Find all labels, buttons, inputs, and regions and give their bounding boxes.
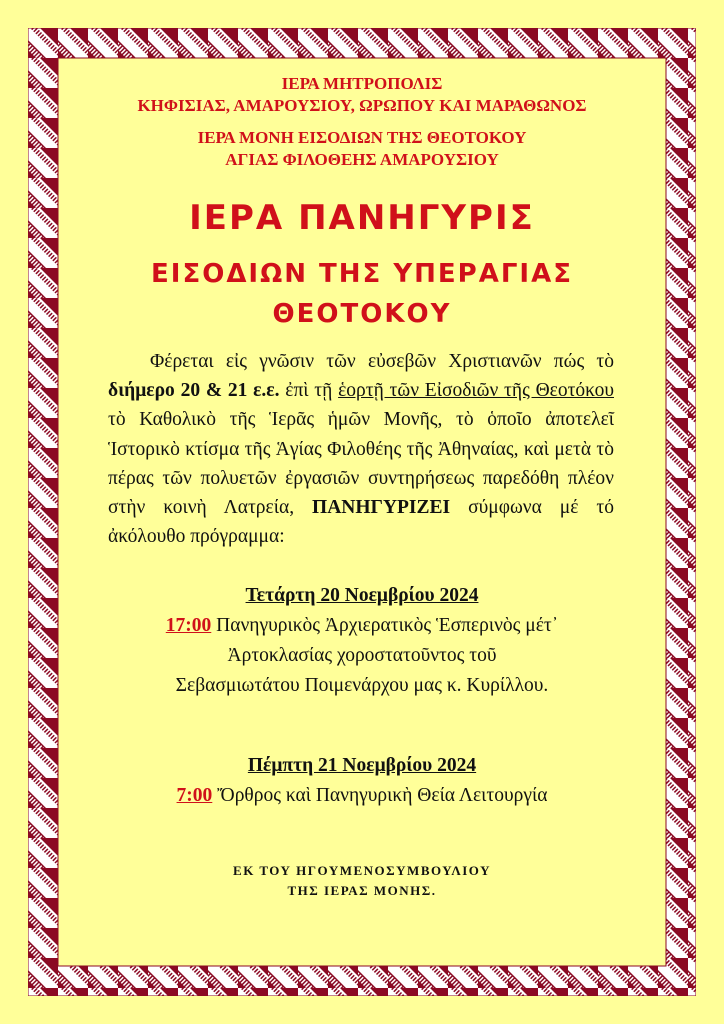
- subtitle-line-2: ΘΕΟΤΟΚΟΥ: [272, 299, 452, 329]
- text: Φέρεται εἰς γνῶσιν τῶν εὐσεβῶν Χριστιανῶν πώς τὸ: [150, 351, 614, 372]
- header-line-4: ΑΓΙΑΣ ΦΙΛΟΘΕΗΣ ΑΜΑΡΟΥΣΙΟΥ: [225, 150, 499, 169]
- subtitle-line-1: ΕΙΣΟΔΙΩΝ ΤΗΣ ΥΠΕΡΑΓΙΑΣ: [151, 259, 573, 289]
- dates-bold: διήμερο 20 & 21 ε.ε.: [108, 380, 280, 402]
- monastery-heading: [58, 127, 666, 171]
- schedule-day-1: [58, 581, 666, 701]
- day-2-time: 7:00: [176, 785, 213, 806]
- day-2-event: Ὄρθρος καὶ Πανηγυρικὴ Θεία Λειτουργία: [212, 785, 548, 806]
- footer-line-2: ΤΗΣ ΙΕΡΑΣ ΜΟΝΗΣ.: [287, 883, 437, 898]
- metropolis-heading: [58, 73, 666, 117]
- day-1-event: Πανηγυρικὸς Ἀρχιερατικὸς Ἑσπερινὸς μέτ᾽: [211, 615, 559, 636]
- day-1-event-cont: Σεβασμιωτάτου Ποιμενάρχου μας κ. Κυρίλλου.: [175, 675, 549, 696]
- feast-underlined: ἑορτῇ τῶν Εἰσοδιῶν τῆς Θεοτόκου: [338, 380, 614, 402]
- announcement-paragraph: [108, 347, 614, 551]
- header-line-1: ΙΕΡΑ ΜΗΤΡΟΠΟΛΙΣ: [281, 74, 443, 93]
- footer-line-1: ΕΚ ΤΟΥ ΗΓΟΥΜΕΝΟΣΥΜΒΟΥΛΙΟΥ: [233, 863, 491, 878]
- panigyrizei-bold: ΠΑΝΗΓΥΡΙΖΕΙ: [312, 497, 451, 519]
- day-1-event-cont: Ἀρτοκλασίας χοροστατοῦντος τοῦ: [227, 645, 497, 666]
- schedule-day-2: [58, 751, 666, 811]
- day-2-date: Πέμπτη 21 Νοεμβρίου 2024: [247, 755, 477, 776]
- header-line-2: ΚΗΦΙΣΙΑΣ, ΑΜΑΡΟΥΣΙΟΥ, ΩΡΩΠΟΥ ΚΑΙ ΜΑΡΑΘΩΝΟΣ: [137, 96, 587, 115]
- text: τὸ Καθολικὸ τῆς Ἱερᾶς ἡμῶν Μονῆς, τὸ ὁποῖο ἀποτελεῖ Ἱστορικὸ κτίσμα τῆς Ἁγίας Φιλοθέης τῆς Ἀθηναίας, καὶ μετὰ τὸ πέρας τῶν πολυετῶν ἐργασιῶν συντηρήσεως παρεδόθη πλέον στὴν κοινὴ Λατρεία,: [108, 409, 614, 519]
- day-1-time: 17:00: [165, 615, 212, 636]
- header-line-3: ΙΕΡΑ ΜΟΝΗ ΕΙΣΟΔΙΩΝ ΤΗΣ ΘΕΟΤΟΚΟΥ: [197, 128, 527, 147]
- text: ἐπὶ τῇ: [279, 380, 339, 402]
- main-title: ΙΕΡΑ ΠΑΝΗΓΥΡΙΣ: [189, 198, 535, 238]
- text: σύμφωνα μέ τό ἀκόλουθο πρόγραμμα:: [108, 497, 614, 548]
- day-1-date: Τετάρτη 20 Νοεμβρίου 2024: [245, 585, 479, 606]
- signature-block: [58, 861, 666, 901]
